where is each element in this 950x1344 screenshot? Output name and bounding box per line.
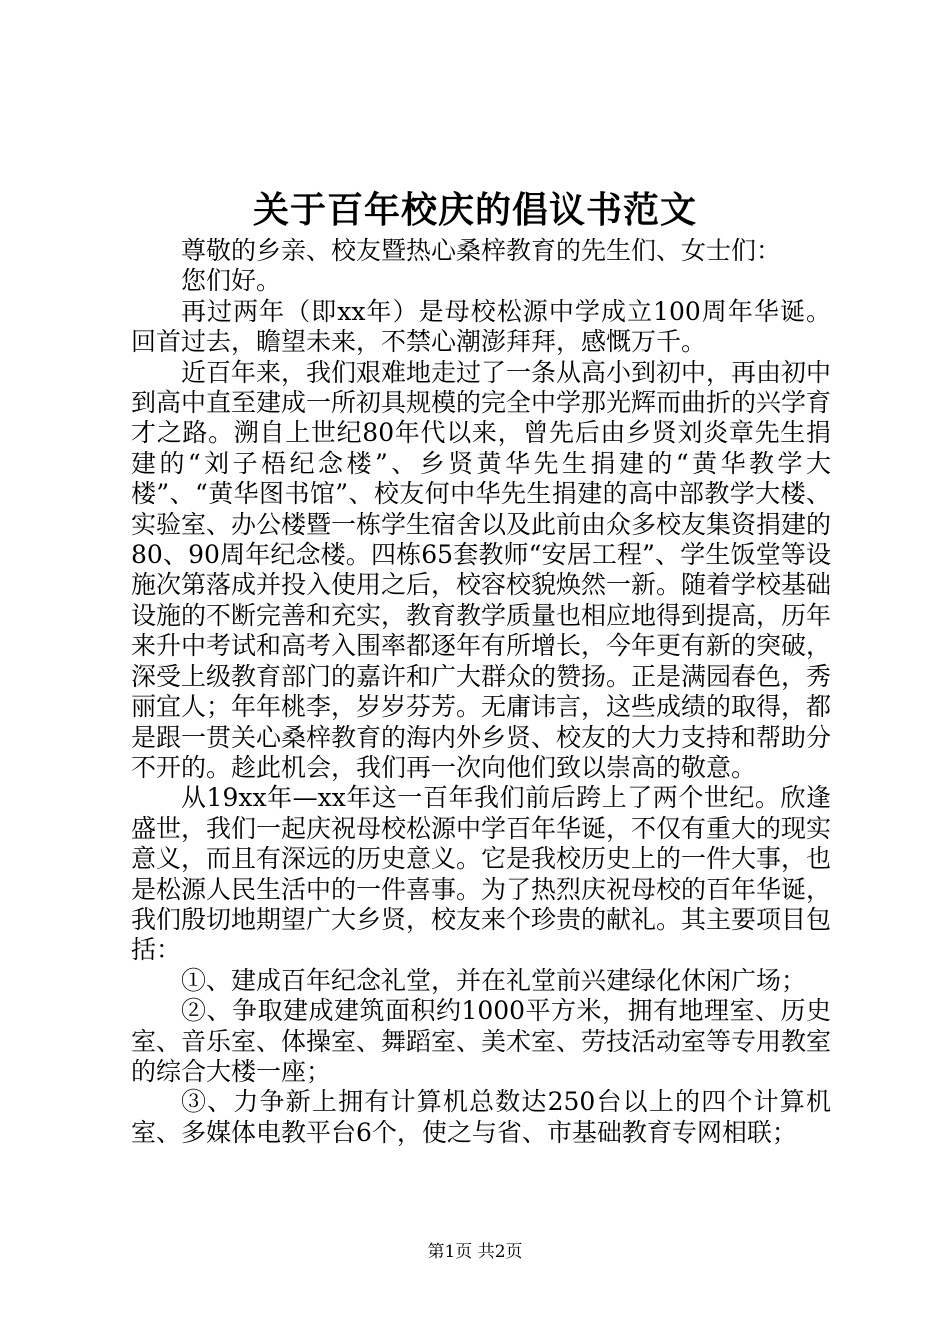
page-footer: 第1页 共2页 (427, 1242, 523, 1262)
list-item-2: ②、争取建成建筑面积约1000平方米，拥有地理室、历史室、音乐室、体操室、舞蹈室、美术室、劳技活动室等专用教室的综合大楼一座； (131, 996, 832, 1086)
paragraph-intro: 再过两年（即xx年）是母校松源中学成立100周年华诞。回首过去，瞻望未来，不禁心潮澎拜拜，感慨万千。 (131, 296, 831, 357)
list-item-3: ③、力争新上拥有计算机总数达250台以上的四个计算机室、多媒体电教平台6个，使之与省、市基础教育专网相联； (131, 1087, 831, 1147)
list-item-1: ①、建成百年纪念礼堂，并在礼堂前兴建绿化休闲广场； (181, 965, 807, 995)
paragraph-history: 近百年来，我们艰难地走过了一条从高小到初中，再由初中到高中直至建成一所初具规模的完全中学那光辉而曲折的兴学育才之路。溯自上世纪80年代以来，曾先后由乡贤刘炎章先生捐建的“刘子梧纪念楼”、乡贤黄华先生捐建的“黄华教学大楼”、“黄华图书馆”、校友何中华先生捐建的高中部教学大楼、实验室、办公楼暨一栋学生宿舍以及此前由众多校友集资捐建的80、90周年纪念楼。四栋65套教师“安居工程”、学生饭堂等设施次第落成并投入使用之后，校容校貌焕然一新。随着学校基础设施的不断完善和充实，教育教学质量也相应地得到提高，历年来升中考试和高考入围率都逐年有所增长，今年更有新的突破，深受上级教育部门的嘉许和广大群众的赞扬。正是满园春色，秀丽宜人；年年桃李，岁岁芬芳。无庸讳言，这些成绩的取得，都是跟一贯关心桑梓教育的海内外乡贤、校友的大力支持和帮助分不开的。趁此机会，我们再一次向他们致以崇高的敬意。 (131, 357, 832, 782)
salutation: 尊敬的乡亲、校友暨热心桑梓教育的先生们、女士们： (181, 236, 782, 265)
greeting: 您们好。 (181, 266, 282, 296)
document-body (131, 236, 831, 1148)
document-title: 关于百年校庆的倡议书范文 (252, 189, 697, 231)
paragraph-centennial: 从19xx年—xx年这一百年我们前后跨上了两个世纪。欣逢盛世，我们一起庆祝母校松源中学百年华诞，不仅有重大的现实意义，而且有深远的历史意义。它是我校历史上的一件大事，也是松源人民生活中的一件喜事。为了热烈庆祝母校的百年华诞，我们殷切地期望广大乡贤，校友来个珍贵的献礼。其主要项目包括： (131, 783, 832, 965)
